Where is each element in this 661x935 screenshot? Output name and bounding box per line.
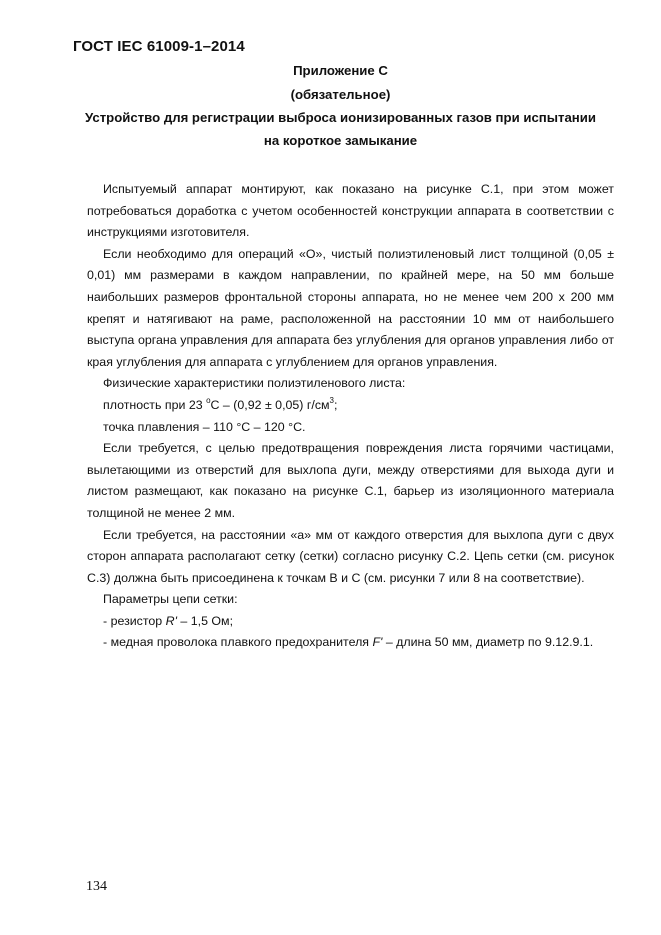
- wire-symbol: F': [372, 635, 383, 650]
- list-item-resistor: [87, 611, 614, 633]
- cubic-exponent: 3: [329, 395, 334, 405]
- paragraph-characteristics: Физические характеристики полиэтиленового листа:: [103, 376, 406, 391]
- paragraph-barrier: Если требуется, с целью предотвращения повреждения листа горячими частицами, вылетающими из отверстий для выхлопа дуги, между отверстиями для выхода дуги и листом размещают, как показано на рисунке С.1, барьер из изоляционного материала толщиной не менее 2 мм.: [87, 441, 614, 520]
- resistor-symbol: R': [165, 613, 177, 628]
- resistor-prefix: - резистор: [103, 613, 166, 628]
- density-prefix: плотность при 23: [103, 397, 207, 412]
- appendix-heading-line1: Устройство для регистрации выброса ионизированных газов при испытании: [85, 110, 596, 125]
- degree-mark: o: [206, 395, 211, 405]
- main-text: [87, 179, 614, 654]
- appendix-title: Приложение С: [293, 63, 388, 78]
- paragraph-melting-point: точка плавления – 110 °С – 120 °С.: [103, 419, 306, 434]
- list-item-fuse-wire: [87, 632, 614, 654]
- wire-prefix: - медная проволока плавкого предохранителя: [103, 635, 373, 650]
- document-header: ГОСТ IEC 61009-1–2014: [73, 38, 245, 55]
- page-number: 134: [86, 879, 107, 894]
- paragraph-density: [87, 395, 614, 417]
- paragraph-grid-parameters: Параметры цепи сетки:: [103, 592, 238, 607]
- density-end: ;: [334, 397, 338, 412]
- density-value: С – (0,92 ± 0,05) г/см: [210, 397, 330, 412]
- appendix-status: (обязательное): [290, 87, 391, 102]
- resistor-value: – 1,5 Ом;: [176, 613, 234, 628]
- paragraph-mounting: Испытуемый аппарат монтируют, как показано на рисунке С.1, при этом может потребоваться доработка с учетом особенностей конструкции аппарата в соответствии с инструкциями изготовителя.: [87, 182, 614, 240]
- paragraph-polyethylene-sheet: Если необходимо для операций «О», чистый полиэтиленовый лист толщиной (0,05 ± 0,01) мм размерами в каждом направлении, по крайней мере, на 50 мм больше наибольших размеров фронтальной стороны аппарата, но не менее чем 200 х 200 мм крепят и натягивают на раме, расположенной на расстоянии 10 мм от наибольшего выступа органа управления для аппарата без углубления для органов управления либо от края углубления для аппарата с углублением для органов управления.: [87, 246, 614, 369]
- paragraph-grid: Если требуется, на расстоянии «а» мм от каждого отверстия для выхлопа дуги с двух сторон аппарата располагают сетку (сетки) согласно рисунку С.2. Цепь сетки (см. рисунок С.3) должна быть присоединена к точкам В и С (см. рисунки 7 или 8 на соответствие).: [87, 527, 614, 585]
- wire-value: – длина 50 мм, диаметр по 9.12.9.1.: [382, 635, 594, 650]
- appendix-heading-line2: на короткое замыкание: [263, 133, 418, 148]
